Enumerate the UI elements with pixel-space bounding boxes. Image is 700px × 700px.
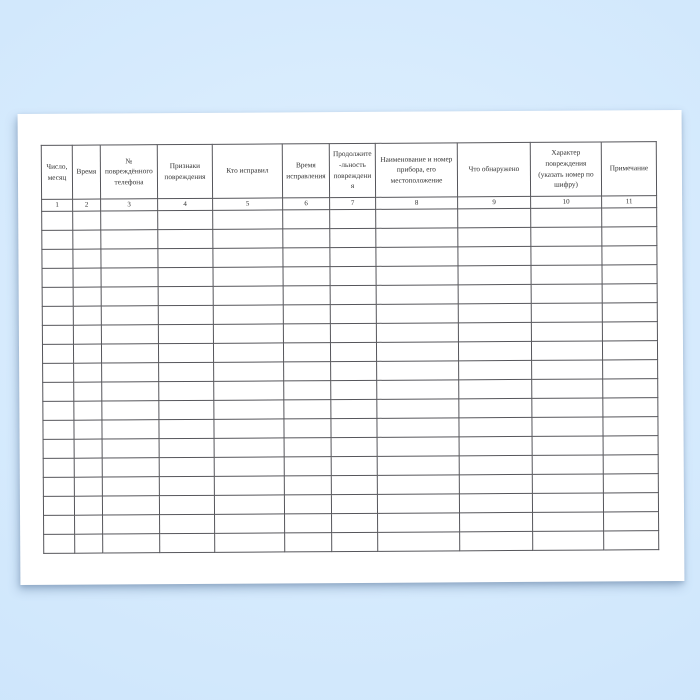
empty-cell xyxy=(459,379,532,398)
empty-cell xyxy=(74,401,102,420)
empty-cell xyxy=(283,229,330,248)
empty-cell xyxy=(75,515,103,534)
empty-cell xyxy=(377,380,459,400)
empty-cell xyxy=(331,380,377,399)
empty-cell xyxy=(458,341,531,360)
empty-cell xyxy=(102,420,159,439)
col-header-what-found: Что обнаружено xyxy=(457,142,530,196)
empty-cell xyxy=(459,398,532,417)
empty-cell xyxy=(459,436,532,455)
col-header-who-fixed: Кто исправил xyxy=(212,144,282,198)
empty-cell xyxy=(330,285,376,304)
empty-cell xyxy=(42,249,73,268)
empty-cell xyxy=(377,418,459,438)
empty-cell xyxy=(331,399,377,418)
empty-cell xyxy=(531,246,602,265)
empty-cell xyxy=(43,401,74,420)
empty-cell xyxy=(74,496,102,515)
empty-cell xyxy=(458,322,531,341)
empty-cell xyxy=(458,265,531,284)
col-number-8: 8 xyxy=(376,197,458,210)
empty-cell xyxy=(101,325,158,344)
empty-cell xyxy=(160,514,215,533)
empty-cell xyxy=(459,455,532,474)
empty-cell xyxy=(159,476,214,495)
empty-cell xyxy=(330,209,376,228)
empty-cell xyxy=(458,303,531,322)
empty-cell xyxy=(377,437,459,457)
empty-cell xyxy=(214,438,284,457)
empty-cell xyxy=(331,437,377,456)
empty-cell xyxy=(43,496,74,515)
empty-cell xyxy=(376,228,458,248)
empty-cell xyxy=(602,341,657,360)
empty-cell xyxy=(531,284,602,303)
empty-cell xyxy=(43,439,74,458)
empty-cell xyxy=(158,267,213,286)
empty-cell xyxy=(74,439,102,458)
empty-cell xyxy=(283,267,330,286)
col-header-damage-nature-code: Характер повреждения (указать номер по шифру) xyxy=(530,142,601,196)
empty-cell xyxy=(603,474,658,493)
empty-cell xyxy=(532,360,603,379)
empty-cell xyxy=(378,532,460,552)
empty-cell xyxy=(214,381,284,400)
empty-cell xyxy=(376,209,458,229)
empty-cell xyxy=(285,514,332,533)
header-row xyxy=(41,142,656,200)
empty-cell xyxy=(331,456,377,475)
empty-cell xyxy=(43,382,74,401)
empty-cell xyxy=(602,284,657,303)
empty-cell xyxy=(160,533,215,552)
col-number-1: 1 xyxy=(42,199,73,211)
col-header-damage-signs: Признаки повреждения xyxy=(157,144,212,198)
empty-cell xyxy=(214,476,284,495)
empty-cell xyxy=(284,495,331,514)
empty-cell xyxy=(531,208,602,227)
empty-cell xyxy=(603,360,658,379)
empty-cell xyxy=(532,455,603,474)
empty-cell xyxy=(73,344,101,363)
empty-cell xyxy=(158,305,213,324)
empty-cell xyxy=(43,363,74,382)
empty-cell xyxy=(602,208,657,227)
empty-cell xyxy=(213,210,283,229)
empty-cell xyxy=(459,493,532,512)
empty-cell xyxy=(159,438,214,457)
empty-cell xyxy=(103,515,160,534)
empty-cell xyxy=(376,323,458,343)
col-number-6: 6 xyxy=(283,198,330,210)
empty-cell xyxy=(602,227,657,246)
empty-cell xyxy=(158,210,213,229)
empty-cell xyxy=(603,398,658,417)
empty-cell xyxy=(378,513,460,533)
col-number-11: 11 xyxy=(602,196,657,208)
empty-cell xyxy=(42,268,73,287)
col-header-damaged-phone-number: № повреждённого телефона xyxy=(100,145,157,199)
empty-cell xyxy=(213,248,283,267)
empty-cell xyxy=(377,361,459,381)
empty-cell xyxy=(42,230,73,249)
empty-cell xyxy=(602,303,657,322)
empty-cell xyxy=(459,360,532,379)
empty-cell xyxy=(532,436,603,455)
empty-cell xyxy=(102,401,159,420)
empty-cell xyxy=(284,419,331,438)
empty-cell xyxy=(214,362,284,381)
empty-cell xyxy=(330,266,376,285)
empty-cell xyxy=(102,363,159,382)
empty-cell xyxy=(331,361,377,380)
col-header-date-month: Число, месяц xyxy=(41,145,72,199)
empty-cell xyxy=(285,533,332,552)
empty-cell xyxy=(213,305,283,324)
empty-cell xyxy=(159,457,214,476)
empty-cell xyxy=(74,458,102,477)
empty-cell xyxy=(459,417,532,436)
empty-cell xyxy=(73,211,101,230)
empty-cell xyxy=(158,324,213,343)
empty-cell xyxy=(376,285,458,305)
empty-cell xyxy=(458,227,531,246)
empty-cell xyxy=(73,287,101,306)
empty-cell xyxy=(377,494,459,514)
empty-cell xyxy=(332,532,378,551)
empty-cell xyxy=(531,322,602,341)
empty-cell xyxy=(215,533,285,552)
empty-cell xyxy=(44,515,75,534)
empty-cell xyxy=(213,229,283,248)
empty-cell xyxy=(103,534,160,553)
empty-cell xyxy=(213,324,283,343)
empty-cell xyxy=(376,266,458,286)
empty-cell xyxy=(73,325,101,344)
empty-cell xyxy=(602,246,657,265)
empty-cell xyxy=(101,249,158,268)
empty-cell xyxy=(101,211,158,230)
empty-cell xyxy=(460,531,533,550)
empty-cell xyxy=(284,362,331,381)
empty-cell xyxy=(101,268,158,287)
empty-cell xyxy=(283,305,330,324)
empty-cell xyxy=(101,344,158,363)
empty-cell xyxy=(284,400,331,419)
empty-cell xyxy=(377,399,459,419)
empty-cell xyxy=(43,420,74,439)
empty-cell xyxy=(458,246,531,265)
empty-cell xyxy=(531,303,602,322)
empty-cell xyxy=(158,229,213,248)
empty-cell xyxy=(42,211,73,230)
empty-cell xyxy=(284,457,331,476)
col-number-4: 4 xyxy=(158,198,213,210)
empty-cell xyxy=(603,417,658,436)
col-header-device-name-number-location: Наименование и номер прибора, его местоположение xyxy=(375,143,457,197)
empty-cell xyxy=(331,494,377,513)
empty-cell xyxy=(460,512,533,531)
empty-cell xyxy=(532,417,603,436)
empty-cell xyxy=(283,343,330,362)
empty-cell xyxy=(458,208,531,227)
empty-cell xyxy=(603,455,658,474)
col-number-7: 7 xyxy=(330,197,376,209)
empty-cell xyxy=(214,495,284,514)
col-number-5: 5 xyxy=(213,198,283,210)
empty-cell xyxy=(330,304,376,323)
empty-cell xyxy=(284,438,331,457)
empty-cell xyxy=(604,512,659,531)
empty-cell xyxy=(101,230,158,249)
empty-cell xyxy=(73,249,101,268)
empty-cell xyxy=(284,476,331,495)
empty-cell xyxy=(43,477,74,496)
empty-cell xyxy=(102,458,159,477)
empty-cell xyxy=(604,531,659,550)
col-number-3: 3 xyxy=(101,199,158,211)
empty-cell xyxy=(213,286,283,305)
empty-cell xyxy=(159,419,214,438)
empty-cell xyxy=(74,420,102,439)
empty-cell xyxy=(603,493,658,512)
empty-cell xyxy=(74,477,102,496)
col-number-10: 10 xyxy=(531,196,602,208)
col-number-9: 9 xyxy=(458,196,531,208)
empty-cell xyxy=(283,286,330,305)
table-row xyxy=(44,531,659,554)
empty-cell xyxy=(459,474,532,493)
empty-cell xyxy=(158,343,213,362)
empty-cell xyxy=(376,304,458,324)
empty-cell xyxy=(531,227,602,246)
empty-cell xyxy=(531,265,602,284)
table-header xyxy=(41,142,656,212)
empty-cell xyxy=(283,324,330,343)
empty-cell xyxy=(102,477,159,496)
empty-cell xyxy=(102,439,159,458)
empty-cell xyxy=(532,379,603,398)
empty-cell xyxy=(102,496,159,515)
empty-cell xyxy=(532,474,603,493)
empty-cell xyxy=(531,341,602,360)
empty-cell xyxy=(158,248,213,267)
damage-log-table xyxy=(41,141,659,554)
empty-cell xyxy=(283,248,330,267)
empty-cell xyxy=(602,265,657,284)
empty-cell xyxy=(42,325,73,344)
empty-cell xyxy=(42,306,73,325)
empty-cell xyxy=(376,342,458,362)
empty-cell xyxy=(603,436,658,455)
empty-cell xyxy=(603,379,658,398)
empty-cell xyxy=(331,475,377,494)
empty-cell xyxy=(532,493,603,512)
empty-cell xyxy=(213,343,283,362)
empty-cell xyxy=(376,247,458,267)
empty-cell xyxy=(284,381,331,400)
empty-cell xyxy=(73,268,101,287)
col-header-damage-duration: Продолжите-льность повреждения xyxy=(329,143,375,197)
empty-cell xyxy=(214,400,284,419)
empty-cell xyxy=(43,458,74,477)
empty-cell xyxy=(330,228,376,247)
empty-cell xyxy=(330,247,376,266)
empty-cell xyxy=(159,495,214,514)
empty-cell xyxy=(74,363,102,382)
empty-cell xyxy=(42,287,73,306)
col-header-repair-time: Время исправления xyxy=(282,144,329,198)
empty-cell xyxy=(101,287,158,306)
col-number-2: 2 xyxy=(73,199,101,211)
empty-cell xyxy=(215,514,285,533)
empty-cell xyxy=(532,398,603,417)
empty-cell xyxy=(42,344,73,363)
empty-cell xyxy=(101,306,158,325)
empty-cell xyxy=(214,457,284,476)
empty-cell xyxy=(330,342,376,361)
empty-cell xyxy=(283,210,330,229)
table-body xyxy=(42,208,659,554)
empty-cell xyxy=(377,456,459,476)
empty-cell xyxy=(213,267,283,286)
col-header-note: Примечание xyxy=(601,142,656,196)
empty-cell xyxy=(533,531,604,550)
empty-cell xyxy=(158,286,213,305)
empty-cell xyxy=(73,306,101,325)
empty-cell xyxy=(458,284,531,303)
document-page xyxy=(18,110,685,585)
empty-cell xyxy=(102,382,159,401)
empty-cell xyxy=(533,512,604,531)
empty-cell xyxy=(214,419,284,438)
empty-cell xyxy=(602,322,657,341)
empty-cell xyxy=(377,475,459,495)
empty-cell xyxy=(332,513,378,532)
empty-cell xyxy=(330,323,376,342)
empty-cell xyxy=(73,230,101,249)
empty-cell xyxy=(74,382,102,401)
empty-cell xyxy=(159,400,214,419)
empty-cell xyxy=(331,418,377,437)
empty-cell xyxy=(75,534,103,553)
col-header-time: Время xyxy=(72,145,100,199)
empty-cell xyxy=(44,534,75,553)
empty-cell xyxy=(159,381,214,400)
empty-cell xyxy=(159,362,214,381)
